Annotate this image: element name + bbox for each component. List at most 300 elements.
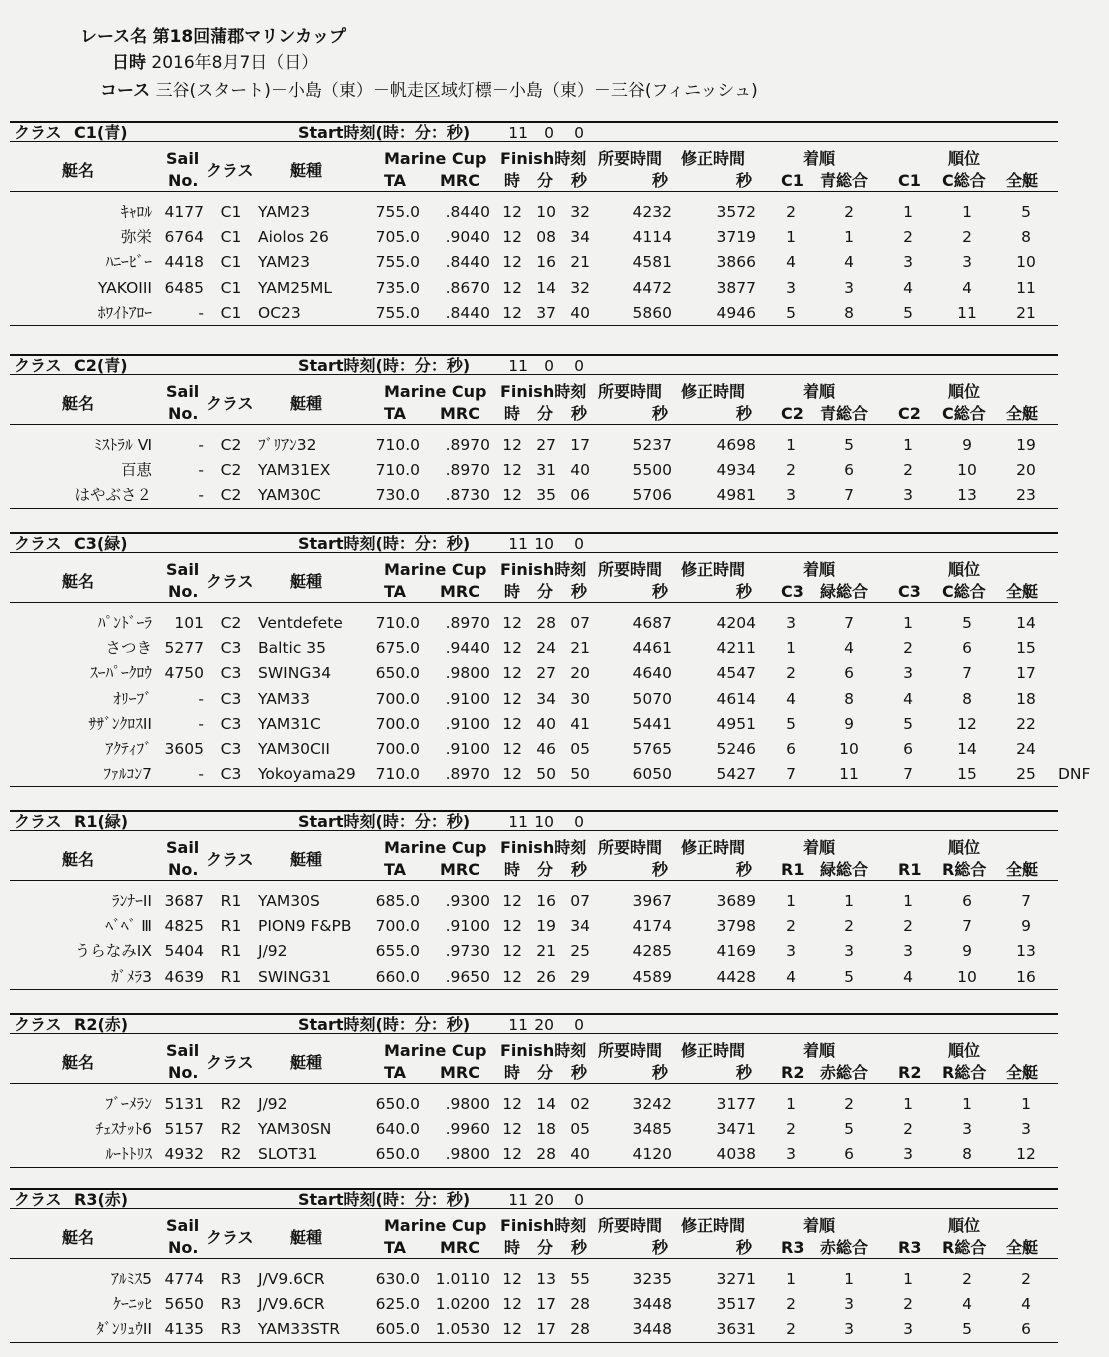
arrival-class: 2 <box>786 664 796 683</box>
finish-minute: 16 <box>536 892 556 910</box>
ta-value: 675.0 <box>375 639 420 658</box>
sail-no: - <box>198 689 204 708</box>
arrival-overall: 6 <box>844 461 854 480</box>
arrival-overall: 11 <box>839 765 859 784</box>
finish-hour: 12 <box>502 917 522 936</box>
finish-minute: 46 <box>536 740 556 758</box>
boat-name: うらなみIX <box>74 942 152 961</box>
finish-second: 17 <box>570 436 590 454</box>
arrival-overall: 2 <box>844 1095 854 1113</box>
header-hour: 時 <box>504 860 521 879</box>
finish-second: 07 <box>570 892 590 910</box>
finish-minute: 28 <box>536 1145 556 1164</box>
ta-value: 700.0 <box>375 740 420 758</box>
rank-class: 3 <box>903 486 913 505</box>
boat-name: さつき <box>105 639 152 658</box>
rank-all: 13 <box>1016 942 1036 961</box>
header-marine-cup: Marine Cup <box>384 560 487 579</box>
boat-type: Baltic 35 <box>258 639 326 658</box>
class-prefix: クラス <box>14 1190 62 1209</box>
header-arrival: 着順 <box>803 1216 836 1235</box>
header-arrival-overall: 緑総合 <box>820 582 869 601</box>
finish-second: 06 <box>570 486 590 505</box>
header-sail: Sail <box>166 149 200 168</box>
class-section <box>0 354 1109 521</box>
table-rule <box>10 602 1058 603</box>
boat-class: C1 <box>220 228 242 247</box>
finish-second: 02 <box>570 1095 590 1113</box>
start-minute: 10 <box>534 535 554 553</box>
header-elapsed: 所要時間 <box>598 838 663 857</box>
corrected-seconds: 4951 <box>716 714 756 733</box>
start-minute: 0 <box>544 357 554 375</box>
mrc-value: 1.0200 <box>435 1295 490 1314</box>
finish-hour: 12 <box>502 714 522 733</box>
table-rule <box>10 1342 1058 1343</box>
header-rank-group: R総合 <box>942 1238 987 1257</box>
date-label: 日時 <box>112 53 146 73</box>
boat-name: ｹｰﾆｯﾋ <box>113 1295 152 1314</box>
header-elapsed-sec: 秒 <box>652 1238 669 1257</box>
class-prefix: クラス <box>14 812 62 831</box>
mrc-value: .9100 <box>445 714 490 733</box>
finish-second: 20 <box>570 664 590 683</box>
header-marine-cup: Marine Cup <box>384 1216 487 1235</box>
header-ta: TA <box>384 582 407 601</box>
header-finish: Finish時刻 <box>500 149 587 168</box>
mrc-value: .9800 <box>445 1095 490 1113</box>
corrected-seconds: 3719 <box>716 228 756 247</box>
rank-class: 2 <box>903 1120 913 1139</box>
header-mrc: MRC <box>440 582 480 601</box>
rank-all: 9 <box>1021 917 1031 936</box>
finish-hour: 12 <box>502 1145 522 1164</box>
header-elapsed: 所要時間 <box>598 1216 663 1235</box>
arrival-class: 2 <box>786 461 796 480</box>
race-name: 第18回蒲郡マリンカップ <box>152 27 347 47</box>
header-class: クラス <box>206 161 254 180</box>
elapsed-seconds: 3967 <box>632 892 672 910</box>
ta-value: 655.0 <box>375 942 420 961</box>
rank-group: 10 <box>957 967 977 986</box>
boat-class: R1 <box>220 917 242 936</box>
mrc-value: .9100 <box>445 740 490 758</box>
mrc-value: .9100 <box>445 917 490 936</box>
arrival-overall: 5 <box>844 967 854 986</box>
start-label: Start時刻(時：分：秒) <box>298 356 471 375</box>
boat-name: はやぶさ２ <box>74 486 152 505</box>
finish-minute: 19 <box>536 917 556 936</box>
finish-minute: 35 <box>536 486 556 505</box>
rank-group: 15 <box>957 765 977 784</box>
header-second: 秒 <box>571 582 588 601</box>
header-rank-group: C総合 <box>942 582 986 601</box>
finish-hour: 12 <box>502 664 522 683</box>
rank-group: 9 <box>962 436 972 454</box>
header-sail: Sail <box>166 560 200 579</box>
finish-second: 40 <box>570 1145 590 1164</box>
start-second: 0 <box>574 1016 584 1034</box>
header-arrival-class: R2 <box>781 1063 805 1082</box>
arrival-overall: 3 <box>844 1295 854 1314</box>
boat-type: YAM30C <box>258 486 321 505</box>
corrected-seconds: 4169 <box>716 942 756 961</box>
arrival-overall: 9 <box>844 714 854 733</box>
header-arrival: 着順 <box>803 149 836 168</box>
arrival-overall: 5 <box>844 436 854 454</box>
mrc-value: .8440 <box>445 253 490 272</box>
arrival-class: 2 <box>786 1120 796 1139</box>
rank-all: 5 <box>1021 203 1031 221</box>
start-label: Start時刻(時：分：秒) <box>298 1190 471 1209</box>
finish-second: 05 <box>570 740 590 758</box>
arrival-overall: 7 <box>844 614 854 632</box>
rank-class: 2 <box>903 639 913 658</box>
finish-minute: 16 <box>536 253 556 272</box>
header-corrected-sec: 秒 <box>736 171 753 190</box>
finish-hour: 12 <box>502 1270 522 1288</box>
rank-group: 2 <box>962 1270 972 1288</box>
boat-class: C1 <box>220 253 242 272</box>
header-corrected: 修正時間 <box>681 560 746 579</box>
corrected-seconds: 5246 <box>716 740 756 758</box>
rank-group: 11 <box>957 303 977 322</box>
header-rank-all: 全艇 <box>1006 860 1039 879</box>
arrival-class: 2 <box>786 1320 796 1339</box>
header-rank: 順位 <box>948 1216 981 1235</box>
mrc-value: .9800 <box>445 1145 490 1164</box>
header-corrected-sec: 秒 <box>736 404 753 423</box>
boat-name: ﾐｽﾄﾗﾙ Ⅵ <box>94 436 152 454</box>
header-type: 艇種 <box>290 1053 323 1072</box>
rank-class: 6 <box>903 740 913 758</box>
class-title: R2(赤) <box>74 1015 129 1034</box>
header-rank: 順位 <box>948 149 981 168</box>
header-ta: TA <box>384 1063 407 1082</box>
boat-class: R1 <box>220 892 242 910</box>
finish-second: 21 <box>570 253 590 272</box>
finish-hour: 12 <box>502 1120 522 1139</box>
arrival-overall: 10 <box>839 740 859 758</box>
header-elapsed-sec: 秒 <box>652 171 669 190</box>
finish-minute: 21 <box>536 942 556 961</box>
header-name: 艇名 <box>62 850 95 869</box>
header-elapsed: 所要時間 <box>598 382 663 401</box>
elapsed-seconds: 5500 <box>632 461 672 480</box>
boat-name: ｶﾞﾒﾗ3 <box>111 967 152 986</box>
corrected-seconds: 4038 <box>716 1145 756 1164</box>
header-sail: Sail <box>166 382 200 401</box>
boat-name: ｻｻﾞﾝｸﾛｽII <box>88 714 152 733</box>
boat-type: YAM25ML <box>258 278 332 297</box>
rank-class: 3 <box>903 942 913 961</box>
header-no: No. <box>168 1063 199 1082</box>
header-arrival-overall: 赤総合 <box>820 1238 869 1257</box>
rank-all: 1 <box>1021 1095 1031 1113</box>
rank-group: 6 <box>962 892 972 910</box>
elapsed-seconds: 6050 <box>632 765 672 784</box>
boat-class: R1 <box>220 942 242 961</box>
table-rule <box>10 989 1058 990</box>
start-hour: 11 <box>508 1191 528 1209</box>
arrival-overall: 8 <box>844 303 854 322</box>
finish-minute: 40 <box>536 714 556 733</box>
rank-class: 1 <box>903 892 913 910</box>
ta-value: 700.0 <box>375 714 420 733</box>
boat-name: ｱﾙﾐｽ5 <box>111 1270 152 1288</box>
start-hour: 11 <box>508 124 528 142</box>
table-rule <box>10 424 1058 425</box>
class-prefix: クラス <box>14 1015 62 1034</box>
rank-group: 8 <box>962 1145 972 1164</box>
boat-name: 弥栄 <box>120 228 152 247</box>
arrival-class: 1 <box>786 228 796 247</box>
header-rank: 順位 <box>948 838 981 857</box>
boat-name: ﾙｰﾄﾄﾘｽ <box>105 1145 152 1164</box>
start-label: Start時刻(時：分：秒) <box>298 123 471 142</box>
sail-no: 4639 <box>164 967 204 986</box>
finish-hour: 12 <box>502 639 522 658</box>
ta-value: 660.0 <box>375 967 420 986</box>
corrected-seconds: 4946 <box>716 303 756 322</box>
boat-class: R1 <box>220 967 242 986</box>
rank-class: 3 <box>903 253 913 272</box>
mrc-value: .9730 <box>445 942 490 961</box>
header-corrected: 修正時間 <box>681 149 746 168</box>
corrected-seconds: 4698 <box>716 436 756 454</box>
header-minute: 分 <box>537 1238 554 1257</box>
rank-class: 5 <box>903 303 913 322</box>
header-arrival-class: C2 <box>781 404 804 423</box>
arrival-class: 4 <box>786 689 796 708</box>
mrc-value: .8970 <box>445 614 490 632</box>
sail-no: 101 <box>174 614 204 632</box>
class-title: C3(緑) <box>74 534 128 553</box>
finish-hour: 12 <box>502 436 522 454</box>
rank-all: 16 <box>1016 967 1036 986</box>
boat-class: C2 <box>220 486 242 505</box>
document-header <box>0 0 1109 110</box>
finish-hour: 12 <box>502 203 522 221</box>
header-elapsed-sec: 秒 <box>652 404 669 423</box>
table-rule <box>10 1258 1058 1259</box>
rank-class: 7 <box>903 765 913 784</box>
mrc-value: .8730 <box>445 486 490 505</box>
rank-class: 1 <box>903 436 913 454</box>
rank-group: 13 <box>957 486 977 505</box>
table-rule <box>10 325 1058 326</box>
class-title: R1(緑) <box>74 812 129 831</box>
finish-second: 41 <box>570 714 590 733</box>
mrc-value: .9440 <box>445 639 490 658</box>
boat-type: YAM33STR <box>258 1320 341 1339</box>
rank-class: 3 <box>903 1145 913 1164</box>
sail-no: 4135 <box>164 1320 204 1339</box>
sail-no: - <box>198 765 204 784</box>
mrc-value: .8970 <box>445 765 490 784</box>
header-rank: 順位 <box>948 382 981 401</box>
rank-all: 7 <box>1021 892 1031 910</box>
elapsed-seconds: 5860 <box>632 303 672 322</box>
header-marine-cup: Marine Cup <box>384 149 487 168</box>
arrival-overall: 4 <box>844 639 854 658</box>
header-arrival-overall: 赤総合 <box>820 1063 869 1082</box>
finish-second: 55 <box>570 1270 590 1288</box>
boat-type: Aiolos 26 <box>258 228 329 247</box>
boat-class: R2 <box>220 1120 242 1139</box>
rank-group: 14 <box>957 740 977 758</box>
finish-minute: 17 <box>536 1320 556 1339</box>
header-rank-class: R3 <box>898 1238 922 1257</box>
sail-no: 4177 <box>164 203 204 221</box>
rank-class: 3 <box>903 1320 913 1339</box>
header-no: No. <box>168 860 199 879</box>
sail-no: 6485 <box>164 278 204 297</box>
mrc-value: .9100 <box>445 689 490 708</box>
finish-minute: 31 <box>536 461 556 480</box>
arrival-class: 4 <box>786 253 796 272</box>
finish-second: 34 <box>570 917 590 936</box>
header-arrival: 着順 <box>803 838 836 857</box>
header-minute: 分 <box>537 171 554 190</box>
start-hour: 11 <box>508 357 528 375</box>
elapsed-seconds: 4640 <box>632 664 672 683</box>
header-rank-class: R1 <box>898 860 922 879</box>
rank-all: 4 <box>1021 1295 1031 1314</box>
arrival-class: 1 <box>786 436 796 454</box>
arrival-class: 5 <box>786 303 796 322</box>
header-sail: Sail <box>166 1041 200 1060</box>
header-arrival-class: C1 <box>781 171 804 190</box>
header-rank-all: 全艇 <box>1006 404 1039 423</box>
finish-hour: 12 <box>502 892 522 910</box>
boat-type: YAM31EX <box>258 461 331 480</box>
boat-type: YAM30S <box>258 892 320 910</box>
header-finish: Finish時刻 <box>500 382 587 401</box>
boat-type: J/92 <box>258 942 288 961</box>
boat-class: C3 <box>220 639 242 658</box>
elapsed-seconds: 4589 <box>632 967 672 986</box>
elapsed-seconds: 5070 <box>632 689 672 708</box>
header-rank-class: C3 <box>898 582 921 601</box>
header-ta: TA <box>384 171 407 190</box>
sail-no: 5131 <box>164 1095 204 1113</box>
rank-class: 1 <box>903 614 913 632</box>
corrected-seconds: 4547 <box>716 664 756 683</box>
header-finish: Finish時刻 <box>500 1216 587 1235</box>
corrected-seconds: 4428 <box>716 967 756 986</box>
class-prefix: クラス <box>14 534 62 553</box>
header-arrival-overall: 青総合 <box>820 404 869 423</box>
finish-second: 34 <box>570 228 590 247</box>
boat-name: ﾍﾞﾍﾞ Ⅲ <box>105 917 152 936</box>
start-hour: 11 <box>508 1016 528 1034</box>
finish-minute: 10 <box>536 203 556 221</box>
elapsed-seconds: 5706 <box>632 486 672 505</box>
start-minute: 0 <box>544 124 554 142</box>
header-mrc: MRC <box>440 404 480 423</box>
arrival-overall: 2 <box>844 917 854 936</box>
mrc-value: .9800 <box>445 664 490 683</box>
rank-class: 4 <box>903 689 913 708</box>
boat-name: ｷｬﾛﾙ <box>120 203 152 221</box>
corrected-seconds: 3177 <box>716 1095 756 1113</box>
finish-minute: 27 <box>536 436 556 454</box>
arrival-overall: 3 <box>844 942 854 961</box>
header-arrival-class: C3 <box>781 582 804 601</box>
arrival-class: 6 <box>786 740 796 758</box>
header-class: クラス <box>206 572 254 591</box>
boat-type: YAM30SN <box>258 1120 332 1139</box>
ta-value: 650.0 <box>375 664 420 683</box>
rank-group: 12 <box>957 714 977 733</box>
rank-group: 7 <box>962 917 972 936</box>
header-type: 艇種 <box>290 1228 323 1247</box>
elapsed-seconds: 3235 <box>632 1270 672 1288</box>
rank-all: 8 <box>1021 228 1031 247</box>
date-value: 2016年8月7日（日） <box>151 53 319 73</box>
header-name: 艇名 <box>62 1053 95 1072</box>
start-label: Start時刻(時：分：秒) <box>298 812 471 831</box>
rank-all: 14 <box>1016 614 1036 632</box>
boat-type: SWING31 <box>258 967 332 986</box>
header-ta: TA <box>384 404 407 423</box>
start-hour: 11 <box>508 813 528 831</box>
corrected-seconds: 3572 <box>716 203 756 221</box>
rank-group: 7 <box>962 664 972 683</box>
header-type: 艇種 <box>290 161 323 180</box>
boat-name: ﾗﾝﾅｰII <box>111 892 152 910</box>
arrival-overall: 1 <box>844 228 854 247</box>
elapsed-seconds: 3448 <box>632 1295 672 1314</box>
boat-class: R2 <box>220 1095 242 1113</box>
arrival-class: 3 <box>786 942 796 961</box>
header-type: 艇種 <box>290 850 323 869</box>
header-mrc: MRC <box>440 1063 480 1082</box>
rank-class: 2 <box>903 461 913 480</box>
boat-name: YAKOIII <box>97 278 152 297</box>
table-rule <box>10 191 1058 192</box>
finish-second: 28 <box>570 1320 590 1339</box>
class-title: R3(赤) <box>74 1190 129 1209</box>
header-elapsed: 所要時間 <box>598 149 663 168</box>
header-rank-group: C総合 <box>942 171 986 190</box>
boat-class: R3 <box>220 1270 242 1288</box>
arrival-class: 7 <box>786 765 796 784</box>
finish-minute: 17 <box>536 1295 556 1314</box>
finish-minute: 24 <box>536 639 556 658</box>
rank-all: 24 <box>1016 740 1036 758</box>
boat-type: J/V9.6CR <box>258 1270 325 1288</box>
rank-all: 25 <box>1016 765 1036 784</box>
boat-class: C2 <box>220 461 242 480</box>
rank-group: 5 <box>962 1320 972 1339</box>
boat-class: C3 <box>220 714 242 733</box>
arrival-class: 2 <box>786 917 796 936</box>
boat-type: Ventdefete <box>258 614 343 632</box>
sail-no: - <box>198 436 204 454</box>
elapsed-seconds: 4285 <box>632 942 672 961</box>
boat-name: ﾀﾞﾝﾘｭｳII <box>96 1320 152 1339</box>
corrected-seconds: 3877 <box>716 278 756 297</box>
mrc-value: .8440 <box>445 203 490 221</box>
header-corrected-sec: 秒 <box>736 582 753 601</box>
boat-type: OC23 <box>258 303 301 322</box>
header-rank-group: C総合 <box>942 404 986 423</box>
header-marine-cup: Marine Cup <box>384 1041 487 1060</box>
finish-minute: 28 <box>536 614 556 632</box>
header-hour: 時 <box>504 1238 521 1257</box>
